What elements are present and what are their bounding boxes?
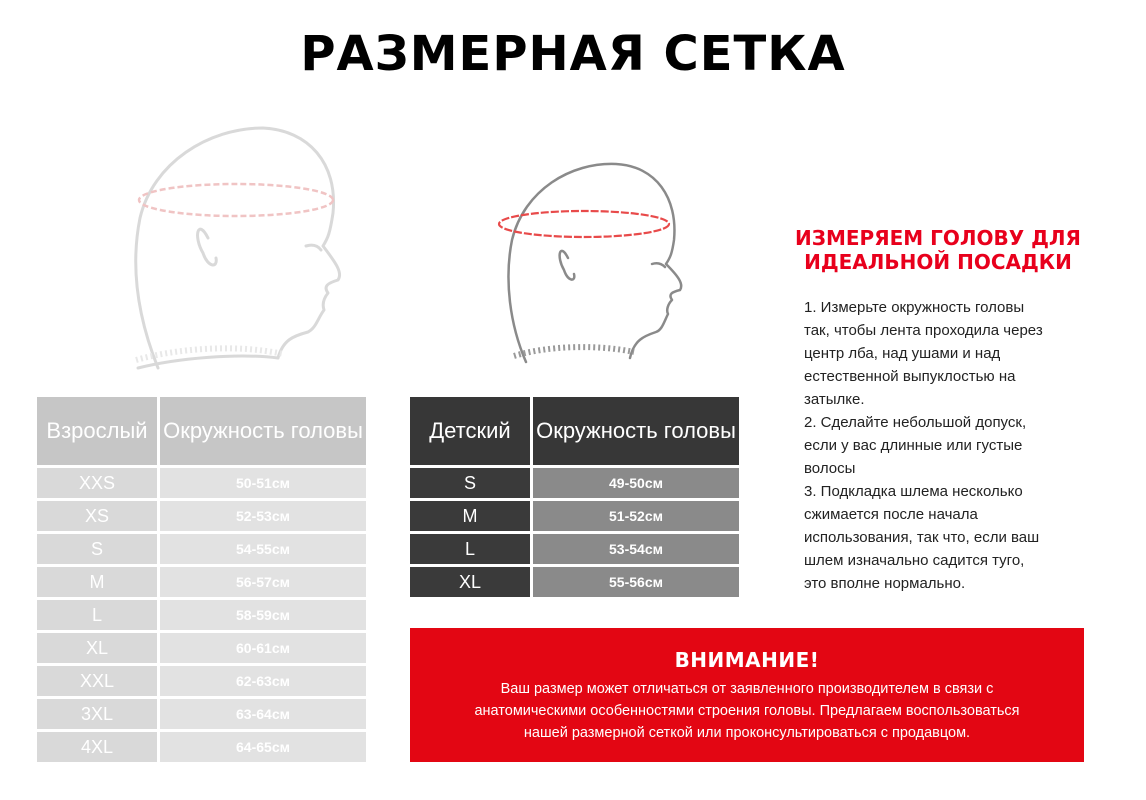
table-row [410,534,739,564]
instruction-line: 3. Подкладка шлема несколько [804,483,1023,500]
size-cell: M [410,501,530,531]
kid-header-size: Детский [410,397,530,465]
adult-head-illustration [118,118,358,380]
measure-title: ИЗМЕРЯЕМ ГОЛОВУ ДЛЯ ИДЕАЛЬНОЙ ПОСАДКИ [795,226,1081,274]
table-row [37,666,366,696]
instruction-line: шлем изначально садится туго, [804,552,1025,569]
kid-table-header [410,397,739,465]
table-row [410,501,739,531]
circumference-cell: 56-57см [160,567,366,597]
adult-header-size: Взрослый [37,397,157,465]
kid-header-circumference: Окружность головы [533,397,739,465]
table-row [37,534,366,564]
circumference-cell: 58-59см [160,600,366,630]
table-row [37,600,366,630]
size-cell: S [37,534,157,564]
size-cell: XL [410,567,530,597]
size-cell: L [410,534,530,564]
instruction-line: естественной выпуклостью на [804,368,1016,385]
instruction-line: центр лба, над ушами и над [804,345,1001,362]
circumference-cell: 53-54см [533,534,739,564]
size-cell: XXL [37,666,157,696]
size-cell: 4XL [37,732,157,762]
table-row [410,567,739,597]
instruction-line: волосы [804,460,856,477]
warning-text [410,678,1084,744]
instruction-line: если у вас длинные или густые [804,437,1023,454]
circumference-cell: 64-65см [160,732,366,762]
circumference-cell: 63-64см [160,699,366,729]
circumference-cell: 55-56см [533,567,739,597]
adult-table-header [37,397,366,465]
table-row [37,732,366,762]
table-row [37,567,366,597]
table-row [37,501,366,531]
warning-line: нашей размерной сеткой или проконсультироваться с продавцом. [523,725,971,741]
instruction-line: 2. Сделайте небольшой допуск, [804,414,1027,431]
size-cell: XL [37,633,157,663]
size-cell: 3XL [37,699,157,729]
warning-title: ВНИМАНИЕ! [674,648,820,672]
page-title: РАЗМЕРНАЯ СЕТКА [300,26,846,82]
circumference-cell: 60-61см [160,633,366,663]
table-row [37,699,366,729]
table-row [37,633,366,663]
circumference-cell: 50-51см [160,468,366,498]
table-row [410,468,739,498]
instruction-line: так, чтобы лента проходила через [804,322,1043,339]
adult-header-circumference: Окружность головы [160,397,366,465]
instruction-line: 1. Измерьте окружность головы [804,299,1025,316]
instruction-line: затылке. [804,391,865,408]
measure-instructions [804,296,1104,595]
warning-line: анатомическими особенностями строения головы. Предлагаем воспользоваться [474,703,1020,719]
kid-size-table [407,394,742,600]
circumference-cell: 54-55см [160,534,366,564]
size-cell: M [37,567,157,597]
circumference-cell: 62-63см [160,666,366,696]
instruction-line: это вполне нормально. [804,575,966,592]
circumference-cell: 49-50см [533,468,739,498]
size-cell: XS [37,501,157,531]
size-cell: XXS [37,468,157,498]
table-row [37,468,366,498]
circumference-cell: 52-53см [160,501,366,531]
kid-head-illustration [496,160,696,374]
instruction-line: сжимается после начала [804,506,978,523]
adult-size-table [34,394,369,765]
circumference-cell: 51-52см [533,501,739,531]
size-cell: S [410,468,530,498]
size-cell: L [37,600,157,630]
instruction-line: использования, так что, если ваш [804,529,1040,546]
warning-line: Ваш размер может отличаться от заявленного производителем в связи с [500,681,994,697]
warning-box [410,628,1084,762]
